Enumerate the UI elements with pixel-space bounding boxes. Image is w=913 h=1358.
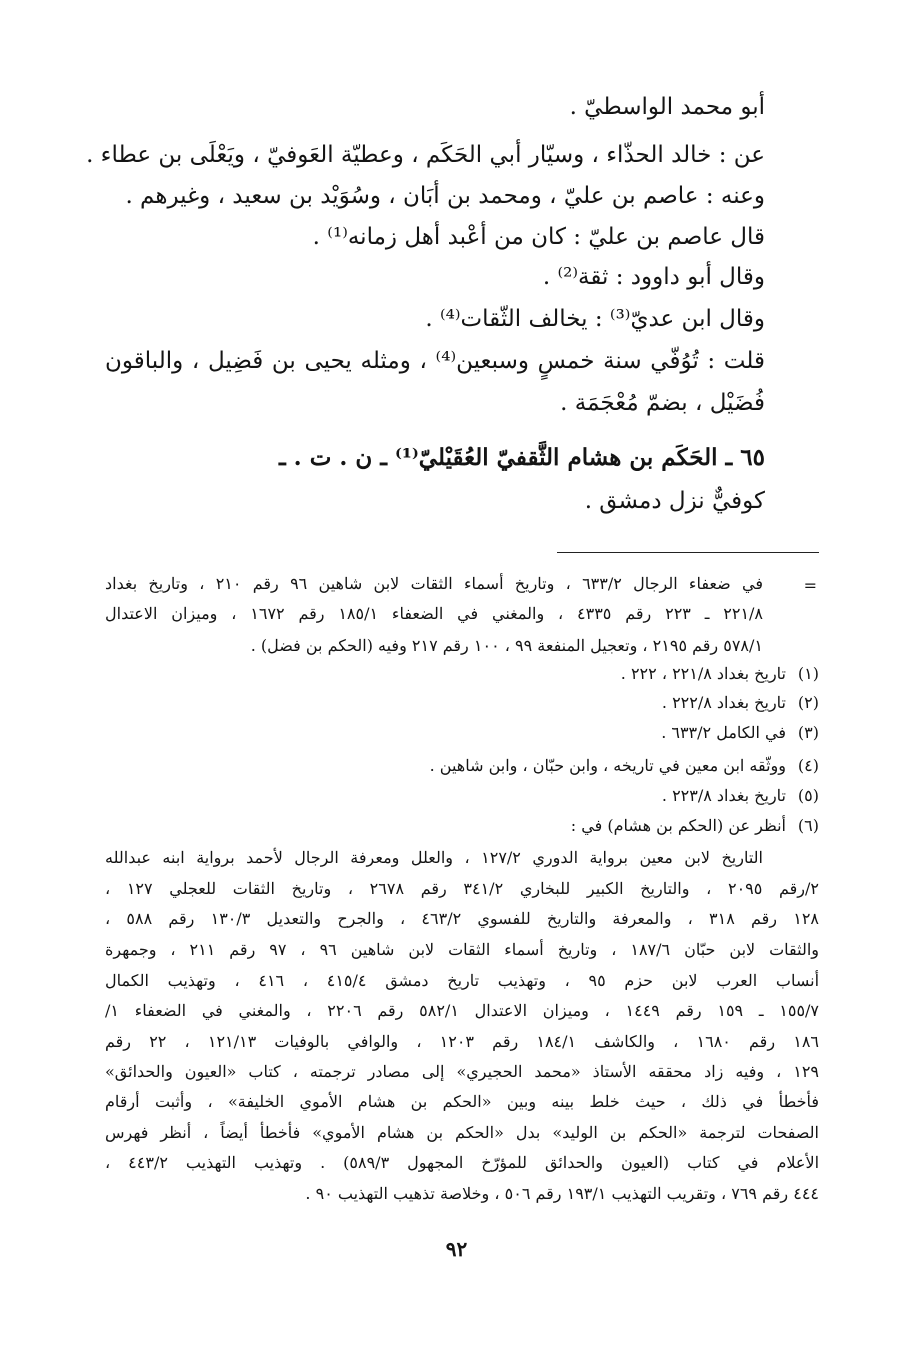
main-line-3: وعنه : عاصم بن عليّ ، ومحمد بن أبَان ، وسُوَيْد بن سعيد ، وغيرهم . [125, 183, 765, 209]
footnote-6-line: والثقات لابن حبّان ١٨٧/٦ ، وتاريخ أسماء الثقات لابن شاهين ٩٦ ، ٩٧ رقم ٢١١ ، وجمهرة [105, 940, 820, 959]
footnote-number: (٥) [797, 786, 819, 805]
footnote-number: (٣) [797, 723, 819, 742]
footnote-divider [557, 552, 819, 553]
footnote-6-line: الأعلام في كتاب (العيون والحدائق للمؤرّخ المجهول ٥٨٩/٣) . وتهذيب التهذيب ٤٤٣/٢ ، [105, 1153, 820, 1172]
footnote-text: تاريخ بغداد ٢٢١/٨ ، ٢٢٢ . [620, 664, 786, 683]
footnote-continued-line: ٥٧٨/١ رقم ٢١٩٥ ، وتعجيل المنفعة ٩٩ ، ١٠٠ رقم ٢١٧ وفيه (الحكم بن فضل) . [250, 636, 763, 655]
footnote-number: (٤) [797, 756, 819, 775]
footnote-text: تاريخ بغداد ٢٢٢/٨ . [661, 693, 786, 712]
entry-heading: ٦٥ ـ الحَكَم بن هشام الثَّقفيّ العُقَيْليّ⁽¹⁾ ـ ن . ت . ـ [278, 444, 765, 471]
footnote-text: تاريخ بغداد ٢٢٣/٨ . [661, 786, 786, 805]
footnote-text: أنظر عن (الحكم بن هشام) في : [570, 816, 786, 835]
footnote-6-line: ٤٤٤ رقم ٧٦٩ ، وتقريب التهذيب ١٩٣/١ رقم ٥٠٦ ، وخلاصة تذهيب التهذيب ٩٠ . [305, 1184, 819, 1203]
footnote-continued-line: في ضعفاء الرجال ٦٣٣/٢ ، وتاريخ أسماء الثقات لابن شاهين ٩٦ رقم ٢١٠ ، وتاريخ بغداد [105, 574, 763, 593]
footnote-6-line: ١٥٥/٧ ـ ١٥٩ رقم ١٤٤٩ ، وميزان الاعتدال ٥٨٢/١ رقم ٢٢٠٦ ، والمغني في الضعفاء ١/ [105, 1001, 820, 1020]
footnote-6-line: ٢/رقم ٢٠٩٥ ، والتاريخ الكبير للبخاري ٣٤١/٢ رقم ٢٦٧٨ ، وتاريخ الثقات للعجلي ١٢٧ ، [105, 879, 820, 898]
main-line-5: وقال أبو داوود : ثقة⁽²⁾ . [542, 264, 765, 290]
main-line-1: أبو محمد الواسطيّ . [569, 94, 765, 120]
footnote-number: (١) [797, 664, 819, 683]
footnote-6-line: ١٨٦ رقم ١٦٨٠ ، والكاشف ١٨٤/١ رقم ١٢٠٣ ، والوافي بالوفيات ١٢١/١٣ ، ٢٢ رقم [105, 1032, 819, 1051]
footnote-6-line: أنساب العرب لابن حزم ٩٥ ، وتهذيب تاريخ دمشق ٤١٥/٤ ، ٤١٦ ، وتهذيب الكمال [105, 971, 820, 990]
main-line-4: قال عاصم بن عليّ : كان من أعْبد أهل زمانه⁽¹⁾ . [312, 224, 765, 250]
footnote-6-line: ١٢٩ ، وفيه زاد محققه الأستاذ «محمد الحجيري» إلى مصادر ترجمته ، كتاب «العيون والحدائق» [105, 1062, 820, 1081]
entry-line-2: كوفيٌّ نزل دمشق . [584, 488, 765, 514]
footnote-number: (٢) [797, 693, 819, 712]
footnote-6-line: ١٢٨ رقم ٣١٨ ، والمعرفة والتاريخ للفسوي ٤٦٣/٢ ، والجرح والتعديل ١٣٠/٣ رقم ٥٨٨ ، [105, 909, 820, 928]
footnote-text: في الكامل ٦٣٣/٢ . [661, 723, 786, 742]
main-line-6: وقال ابن عديّ⁽³⁾ : يخالف الثّقات⁽⁴⁾ . [425, 306, 765, 332]
footnote-6-line: التاريخ لابن معين برواية الدوري ١٢٧/٢ ، والعلل ومعرفة الرجال لأحمد برواية ابنه عبدالله [105, 848, 763, 867]
footnote-text: ووثّقه ابن معين في تاريخه ، وابن حبّان ، وابن شاهين . [429, 756, 786, 775]
main-line-7: قلت : تُوُفّي سنة خمسٍ وسبعين⁽⁴⁾ ، ومثله يحيى بن فَضِيل ، والباقون [105, 348, 766, 374]
footnote-continued-line: ٢٢١/٨ ـ ٢٢٣ رقم ٤٣٣٥ ، والمغني في الضعفاء ١٨٥/١ رقم ١٦٧٢ ، وميزان الاعتدال [105, 604, 764, 623]
footnote-6-line: فأخطأ في ذلك ، حيث خلط بينه وبين «الحكم بن هشام الأموي الخليفة» ، وأثبت أرقام [105, 1092, 819, 1111]
page-number: ٩٢ [445, 1237, 468, 1261]
footnote-6-line: الصفحات لترجمة «الحكم بن الوليد» بدل «الحكم بن هشام الأموي» فأخطأ أيضاً ، أنظر فهرس [105, 1123, 819, 1142]
footnote-number: (٦) [797, 816, 819, 835]
continuation-marker: = [803, 576, 817, 595]
main-line-2: عن : خالد الحذّاء ، وسيّار أبي الحَكَم ، وعطيّة العَوفيّ ، ويَعْلَى بن عطاء . [86, 142, 765, 168]
main-line-8: فُضَيْل ، بضمّ مُعْجَمَة . [560, 390, 765, 416]
